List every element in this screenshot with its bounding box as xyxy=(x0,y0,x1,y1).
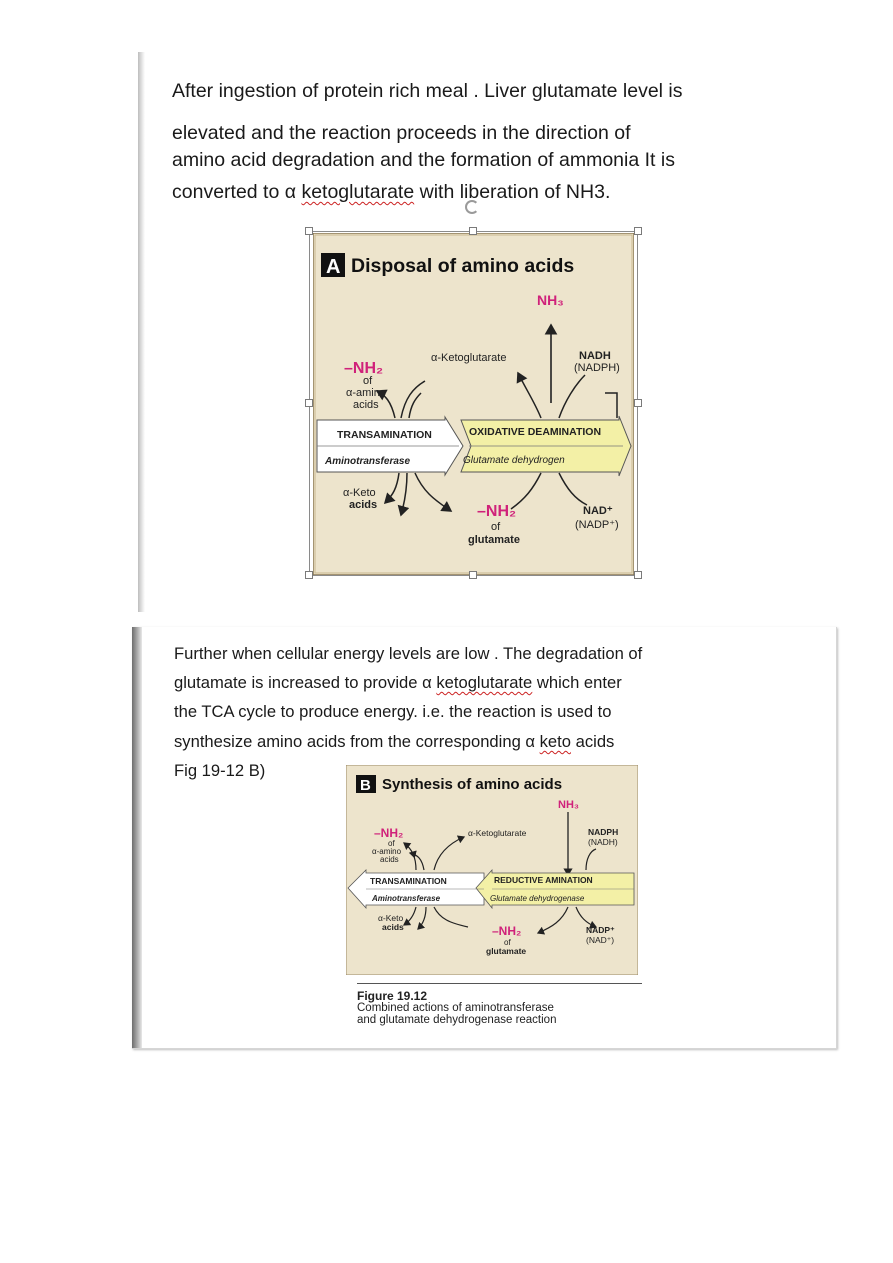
margin-bar xyxy=(132,627,142,1048)
figure-badge-letter: B xyxy=(360,777,371,794)
label-amino: α-amino xyxy=(346,387,386,399)
caption-line: Combined actions of aminotransferase xyxy=(357,1002,554,1014)
keto-label: α-Keto xyxy=(378,913,404,923)
reductive-amination-label: REDUCTIVE AMINATION xyxy=(494,875,593,885)
caption-line: and glutamate dehydrogenase reaction xyxy=(357,1014,557,1026)
resize-handle[interactable] xyxy=(634,227,642,235)
text-run: glutamate is increased to provide α xyxy=(174,673,437,692)
glutamate-dehydrogenase-label: Glutamate dehydrogen xyxy=(463,455,565,466)
glutamate-label: glutamate xyxy=(468,534,520,546)
label-of: of xyxy=(491,521,501,533)
resize-handle[interactable] xyxy=(305,227,313,235)
label-acids: acids xyxy=(380,855,399,864)
figure-title: Disposal of amino acids xyxy=(351,255,575,277)
ketoglutarate-label: α-Ketoglutarate xyxy=(468,828,527,838)
aminotransferase-label: Aminotransferase xyxy=(325,456,411,467)
nad-label: NAD⁺ xyxy=(583,505,613,517)
resize-handle[interactable] xyxy=(634,399,642,407)
keto-acids-label: acids xyxy=(349,499,378,511)
keto-acids-label: acids xyxy=(382,922,404,932)
paragraph-line: elevated and the reaction proceeds in the direction of xyxy=(172,122,631,144)
nadph-label: NADPH xyxy=(588,827,619,837)
paragraph-line: the TCA cycle to produce energy. i.e. the reaction is used to xyxy=(174,702,612,721)
label-of: of xyxy=(504,938,511,947)
nadh-label: (NADH) xyxy=(588,837,618,847)
ketoglutarate-label: α-Ketoglutarate xyxy=(431,352,507,364)
resize-handle[interactable] xyxy=(469,227,477,235)
nadp-label: (NADP⁺) xyxy=(575,519,619,531)
nh2-label: –NH₂ xyxy=(344,360,384,377)
paragraph-line: Fig 19-12 B) xyxy=(174,761,266,780)
text-run: which enter xyxy=(532,673,622,692)
transamination-label: TRANSAMINATION xyxy=(337,429,432,441)
transamination-label: TRANSAMINATION xyxy=(370,876,447,886)
paragraph-line xyxy=(174,672,622,694)
nad-label: (NAD⁺) xyxy=(586,935,615,945)
caption-rule xyxy=(357,983,642,984)
glutamate-label: glutamate xyxy=(486,946,527,956)
label-acids: acids xyxy=(353,399,379,411)
rotate-handle-icon[interactable] xyxy=(465,200,479,214)
nadp-label: NADP⁺ xyxy=(586,925,615,935)
nadph-label: (NADPH) xyxy=(574,362,620,374)
resize-handle[interactable] xyxy=(634,571,642,579)
label-amino: α-amino xyxy=(372,847,402,856)
spellcheck-word[interactable]: keto xyxy=(539,732,571,751)
text-run: with liberation of NH3. xyxy=(414,181,611,203)
nh2-label: –NH₂ xyxy=(374,826,404,840)
oxidative-deamination-label: OXIDATIVE DEAMINATION xyxy=(469,426,602,438)
paragraph-line: Further when cellular energy levels are low . The degradation of xyxy=(174,644,643,663)
aminotransferase-label: Aminotransferase xyxy=(372,894,441,903)
resize-handle[interactable] xyxy=(469,571,477,579)
keto-label: α-Keto xyxy=(343,487,376,499)
spellcheck-word[interactable]: ketoglutarate xyxy=(436,673,533,692)
figure-title: Synthesis of amino acids xyxy=(382,776,563,793)
paragraph-line: amino acid degradation and the formation of ammonia It is xyxy=(172,149,675,171)
nh2-glutamate-label: –NH₂ xyxy=(477,503,517,520)
resize-handle[interactable] xyxy=(305,571,313,579)
text-run: synthesize amino acids from the corresponding α xyxy=(174,732,540,751)
selection-frame xyxy=(309,231,638,576)
paragraph-line xyxy=(172,179,610,205)
margin-bar xyxy=(138,52,145,612)
nh2-glutamate-label: –NH₂ xyxy=(492,924,522,938)
text-run: acids xyxy=(571,732,615,751)
nh3-label: NH₃ xyxy=(537,292,564,308)
glutamate-dehydrogenase-label: Glutamate dehydrogenase xyxy=(490,894,585,903)
caption-title: Figure 19.12 xyxy=(357,989,428,1003)
label-of: of xyxy=(363,375,373,387)
text-run: converted to α xyxy=(172,181,302,203)
figure-badge-letter: A xyxy=(326,256,341,278)
nadh-label: NADH xyxy=(579,350,611,362)
resize-handle[interactable] xyxy=(305,399,313,407)
paragraph-line: After ingestion of protein rich meal . Liver glutamate level is xyxy=(172,80,683,102)
paragraph-line xyxy=(174,731,614,753)
nh3-label: NH₃ xyxy=(558,799,579,811)
figure-b-image[interactable] xyxy=(346,765,638,975)
label-of: of xyxy=(388,839,395,848)
spellcheck-word[interactable]: ketoglutarate xyxy=(301,181,415,203)
